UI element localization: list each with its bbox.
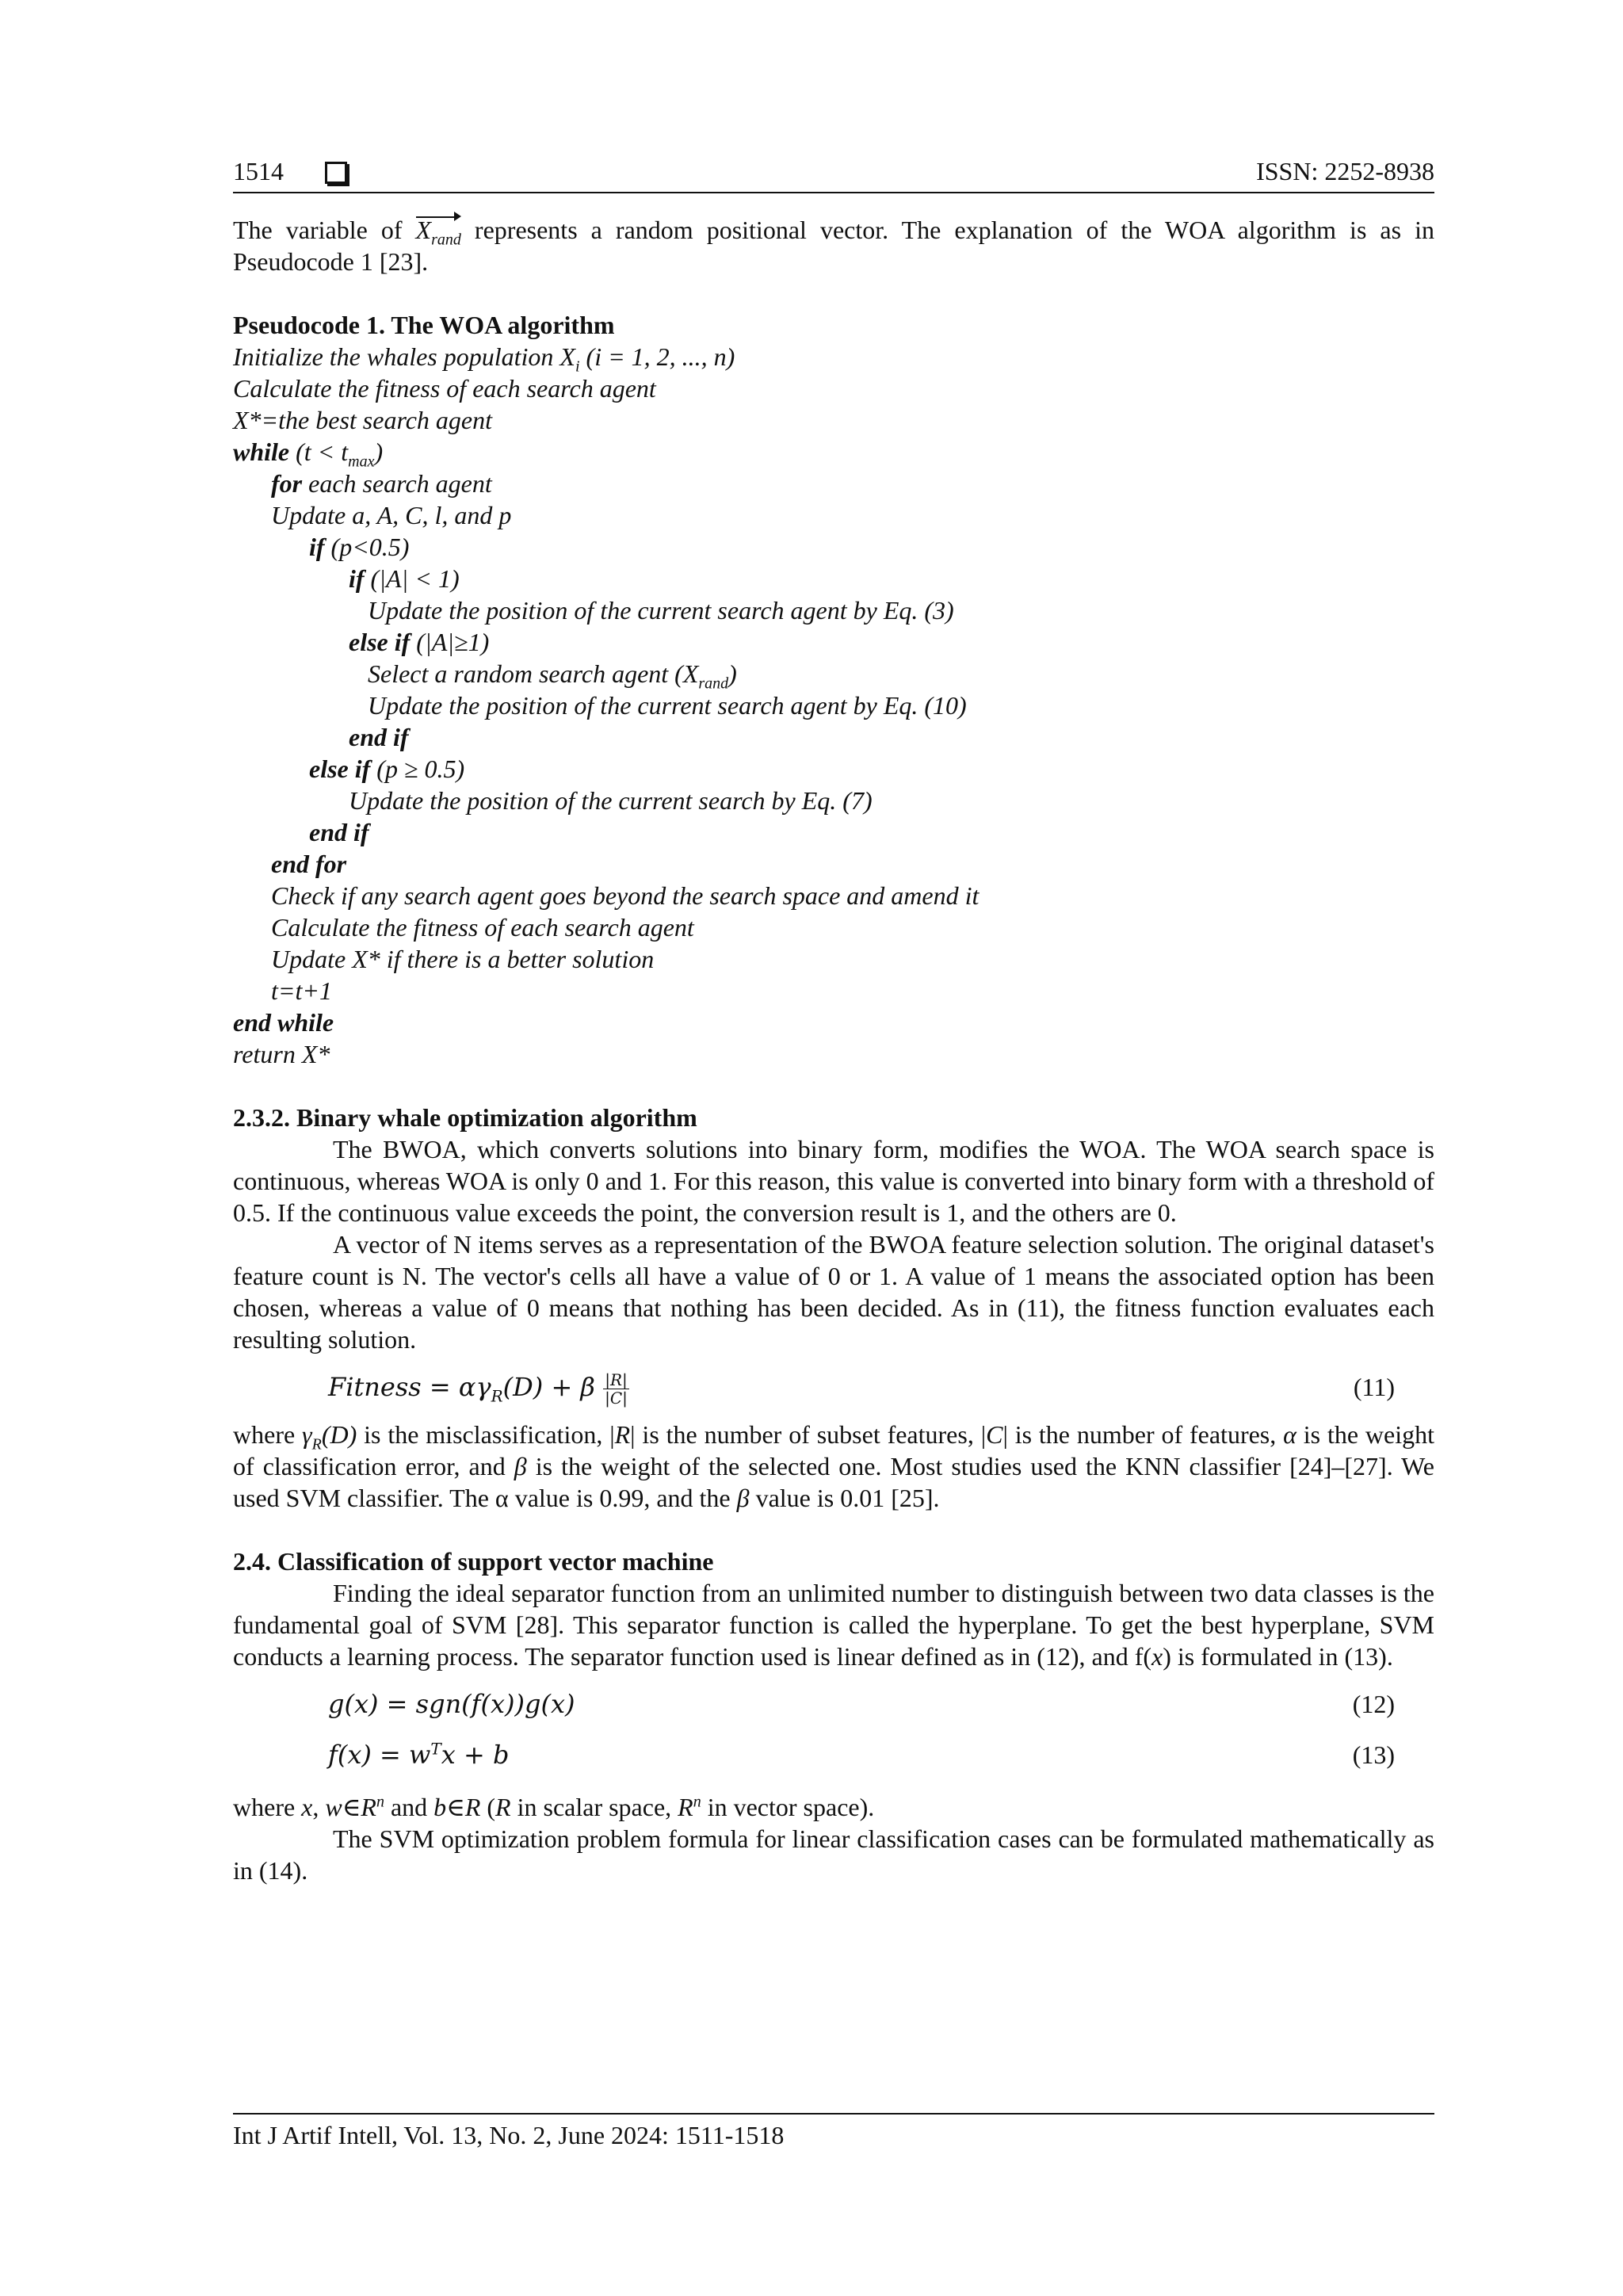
pseudocode-line: Update the position of the current search agent by Eq. (10)	[368, 691, 967, 720]
equation-12: g(x) = sgn(f(x))g(x) (12)	[328, 1689, 1395, 1719]
page-number: 1514	[233, 157, 284, 185]
svm-paragraph-1: Finding the ideal separator function from an unlimited number to distinguish between two data classes is the fundamental goal of SVM [28]. This separator function is called the hyperplane. To get the best hyperplane, SVM conducts a learning process. The separator function used is linear defined as in (12), and f(x) is formulated in (13).	[233, 1579, 1434, 1671]
bwoa-paragraph-2: A vector of N items serves as a representation of the BWOA feature selection solution. The original dataset's feature count is N. The vector's cells all have a value of 0 or 1. A value of 1 means the associated option has been chosen, whereas a value of 0 means that nothing has been decided. As in (11), the fitness function evaluates each resulting solution.	[233, 1230, 1434, 1354]
pseudocode-line: Update a, A, C, l, and p	[271, 501, 512, 529]
pseudocode-line: Update the position of the current search by Eq. (7)	[349, 786, 873, 815]
journal-citation: Int J Artif Intell, Vol. 13, No. 2, June 2024: 1511-1518	[233, 2121, 785, 2149]
pseudocode-line: t=t+1	[271, 976, 332, 1005]
equation-11: Fitness = $\alpha\gamma_R(D) + \beta$ $\frac{|R|}{|C|}$ (11)	[328, 1370, 1395, 1408]
pseudocode-line: if (|A| < 1)	[349, 564, 460, 593]
bwoa-paragraph-1: The BWOA, which converts solutions into binary form, modifies the WOA. The WOA search space is continuous, whereas WOA is only 0 and 1. For this reason, this value is converted into binary form with a threshold of 0.5. If the continuous value exceeds the point, the conversion result is 1, and the others are 0.	[233, 1135, 1434, 1227]
fraction: $\frac{|R|}{|C|}$	[605, 1370, 628, 1408]
pseudocode-line: else if (p ≥ 0.5)	[309, 755, 465, 783]
section-heading-svm: 2.4. Classification of support vector machine	[233, 1547, 714, 1576]
pseudocode-line: end if	[309, 818, 369, 846]
pseudocode-line: if (p<0.5)	[309, 533, 410, 561]
issn: ISSN: 2252-8938	[1256, 157, 1434, 185]
equation-13: $f(x) = w^Tx + b$ (13)	[328, 1739, 1395, 1770]
page-header	[233, 155, 1434, 193]
pseudocode-block	[233, 309, 1434, 1070]
pseudocode-line: Calculate the fitness of each search agent	[271, 913, 694, 942]
pseudocode-line: return X*	[233, 1040, 330, 1068]
pseudocode-line: for each search agent	[271, 469, 492, 498]
pseudocode-line: while $(t < t_{max})$	[233, 437, 384, 471]
square-bullet-icon	[325, 162, 347, 184]
pseudocode-line: Check if any search agent goes beyond the search space and amend it	[271, 881, 980, 910]
pseudocode-line: X*=the best search agent	[233, 406, 492, 434]
equation-number: (13)	[1352, 1740, 1395, 1769]
where-paragraph-13: where x, $w\in R^n$ and b∈R (R in scalar space, $R^n$ in vector space).	[233, 1793, 875, 1821]
vector-x-rand: $X_{rand}$	[415, 216, 461, 249]
page	[233, 0, 1434, 2296]
svm-paragraph-2: The SVM optimization problem formula for linear classification cases can be formulated mathematically as in (14).	[233, 1824, 1434, 1885]
pseudocode-line: Update X* if there is a better solution	[271, 945, 655, 973]
pseudocode-title: Pseudocode 1. The WOA algorithm	[233, 311, 615, 339]
where-paragraph-11: where $\gamma_R(D)$ is the misclassification, |R| is the number of subset features, |C| is the number of features, α is the weight of classification error, and β is the weight of the selected one. Most studies used the KNN classifier [24]–[27]. We used SVM classifier. The α value is 0.99, and the β value is 0.01 [25].	[233, 1420, 1435, 1512]
page-footer	[233, 2113, 1434, 2151]
pseudocode-line: end for	[271, 850, 347, 878]
pseudocode-line: Initialize the whales population $X_i$ (i = 1, 2, ..., n)	[233, 342, 735, 376]
pseudocode-line: else if (|A|≥1)	[349, 628, 490, 656]
pseudocode-line: Calculate the fitness of each search agent	[233, 374, 656, 403]
pseudocode-line: Update the position of the current search agent by Eq. (3)	[368, 596, 954, 625]
pseudocode-line: Select a random search agent $(X_{rand})$	[368, 659, 737, 693]
main-content	[233, 214, 1434, 1886]
equation-number: (11)	[1353, 1373, 1395, 1401]
intro-paragraph: The variable of $X_{rand}$ represents a random positional vector. The explanation of the WOA algorithm is as in Pseudocode 1 [23].	[233, 216, 1434, 276]
section-heading-bwoa: 2.3.2. Binary whale optimization algorithm	[233, 1103, 697, 1132]
equation-number: (12)	[1352, 1690, 1395, 1718]
pseudocode-line: end if	[349, 723, 409, 751]
pseudocode-line: end while	[233, 1008, 334, 1037]
